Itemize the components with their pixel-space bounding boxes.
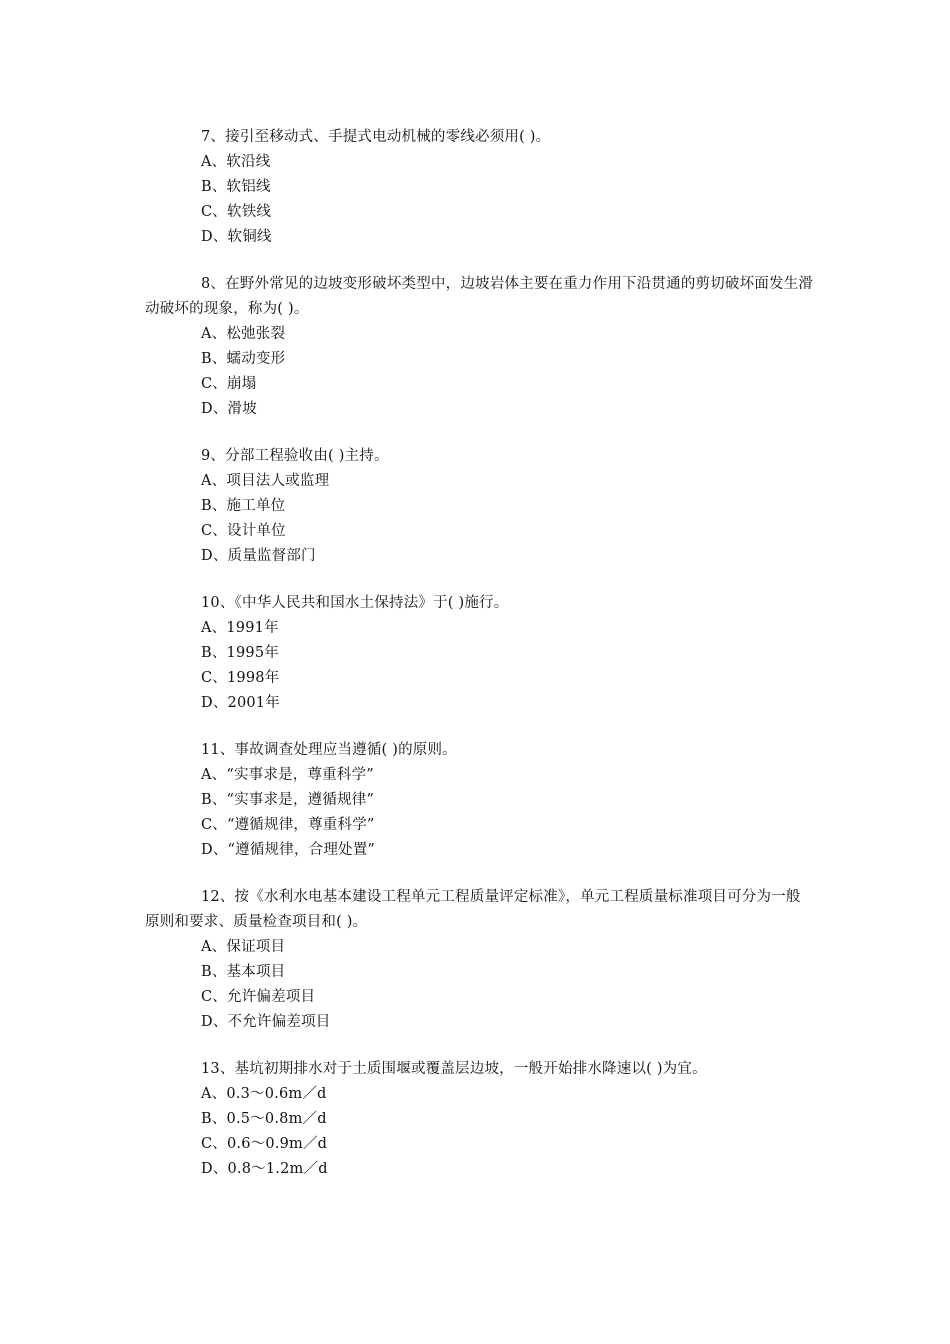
question-9: [145, 444, 815, 569]
option-b: B、基本项目: [201, 964, 286, 980]
option-d: D、软铜线: [201, 229, 272, 245]
option-a: A、1991年: [201, 620, 279, 636]
option-a: A、保证项目: [201, 939, 286, 955]
option-a: A、项目法人或监理: [201, 473, 330, 489]
option-c: C、“遵循规律，尊重科学”: [201, 817, 375, 833]
option-c: C、软铁线: [201, 204, 272, 220]
option-b: B、施工单位: [201, 498, 286, 514]
question-12: [145, 885, 815, 1035]
question-7: [145, 125, 815, 250]
question-10: [145, 591, 815, 716]
option-d: D、滑坡: [201, 401, 257, 417]
option-d: D、质量监督部门: [201, 548, 316, 564]
option-d: D、“遵循规律，合理处置”: [201, 842, 376, 858]
option-d: D、0.8～1.2m／d: [201, 1161, 328, 1177]
question-stem: 8、在野外常见的边坡变形破坏类型中，边坡岩体主要在重力作用下沿贯通的剪切破坏面发生滑动破坏的现象，称为( )。: [145, 276, 814, 317]
question-stem: 10、《中华人民共和国水土保持法》于( )施行。: [201, 595, 509, 611]
option-d: D、2001年: [201, 695, 280, 711]
option-b: B、软铝线: [201, 179, 271, 195]
option-a: A、软沿线: [201, 154, 271, 170]
option-b: B、“实事求是，遵循规律”: [201, 792, 375, 808]
question-stem: 11、事故调查处理应当遵循( )的原则。: [201, 742, 457, 758]
option-c: C、0.6～0.9m／d: [201, 1136, 328, 1152]
question-list: [145, 125, 815, 1204]
option-b: B、0.5～0.8m／d: [201, 1111, 327, 1127]
option-c: C、设计单位: [201, 523, 286, 539]
question-13: [145, 1057, 815, 1182]
question-stem: 9、分部工程验收由( )主持。: [201, 448, 389, 464]
option-b: B、1995年: [201, 645, 279, 661]
question-stem: 13、基坑初期排水对于土质围堰或覆盖层边坡，一般开始排水降速以( )为宜。: [201, 1061, 707, 1077]
option-c: C、崩塌: [201, 376, 257, 392]
option-d: D、不允许偏差项目: [201, 1014, 331, 1030]
option-a: A、松弛张裂: [201, 326, 286, 342]
option-a: A、“实事求是，尊重科学”: [201, 767, 374, 783]
question-stem: 7、接引至移动式、手提式电动机械的零线必须用( )。: [201, 129, 551, 145]
option-b: B、蠕动变形: [201, 351, 286, 367]
question-11: [145, 738, 815, 863]
question-8: [145, 272, 815, 422]
question-stem: 12、按《水利水电基本建设工程单元工程质量评定标准》，单元工程质量标准项目可分为一般原则和要求、质量检查项目和( )。: [145, 889, 801, 930]
option-c: C、允许偏差项目: [201, 989, 316, 1005]
option-c: C、1998年: [201, 670, 280, 686]
option-a: A、0.3～0.6m／d: [201, 1086, 327, 1102]
